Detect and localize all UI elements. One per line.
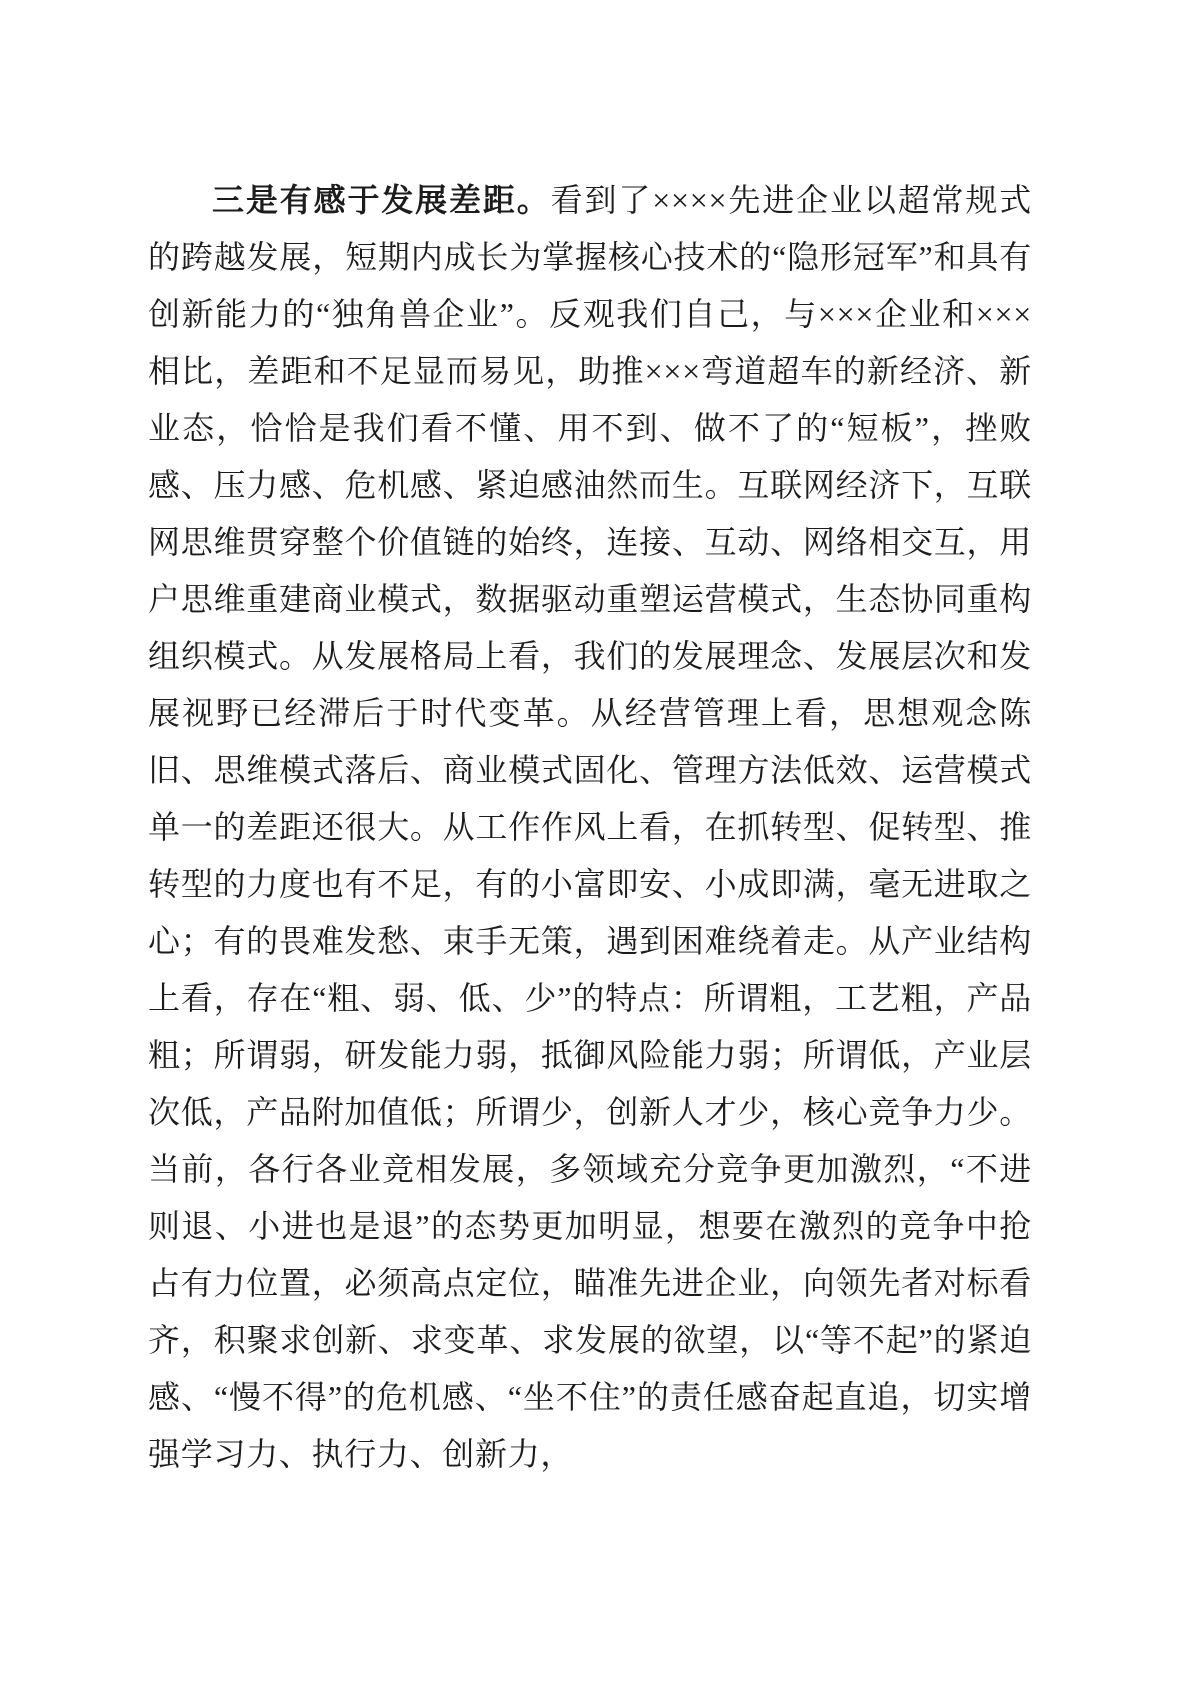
paragraph xyxy=(148,172,1032,1483)
paragraph-body-text: 看到了××××先进企业以超常规式的跨越发展，短期内成长为掌握核心技术的“隐形冠军”和具有创新能力的“独角兽企业”。反观我们自己，与×××企业和×××相比，差距和不足显而易见，助推×××弯道超车的新经济、新业态，恰恰是我们看不懂、用不到、做不了的“短板”，挫败感、压力感、危机感、紧迫感油然而生。互联网经济下，互联网思维贯穿整个价值链的始终，连接、互动、网络相交互，用户思维重建商业模式，数据驱动重塑运营模式，生态协同重构组织模式。从发展格局上看，我们的发展理念、发展层次和发展视野已经滞后于时代变革。从经营管理上看，思想观念陈旧、思维模式落后、商业模式固化、管理方法低效、运营模式单一的差距还很大。从工作作风上看，在抓转型、促转型、推转型的力度也有不足，有的小富即安、小成即满，毫无进取之心；有的畏难发愁、束手无策，遇到困难绕着走。从产业结构上看，存在“粗、弱、低、少”的特点：所谓粗，工艺粗，产品粗；所谓弱，研发能力弱，抵御风险能力弱；所谓低，产业层次低，产品附加值低；所谓少，创新人才少，核心竞争力少。当前，各行各业竞相发展，多领域充分竞争更加激烈，“不进则退、小进也是退”的态势更加明显，想要在激烈的竞争中抢占有力位置，必须高点定位，瞄准先进企业，向领先者对标看齐，积聚求创新、求变革、求发展的欲望，以“等不起”的紧迫感、“慢不得”的危机感、“坐不住”的责任感奋起直追，切实增强学习力、执行力、创新力， xyxy=(148,182,1032,1472)
paragraph-lead-bold: 三是有感于发展差距。 xyxy=(212,182,551,218)
